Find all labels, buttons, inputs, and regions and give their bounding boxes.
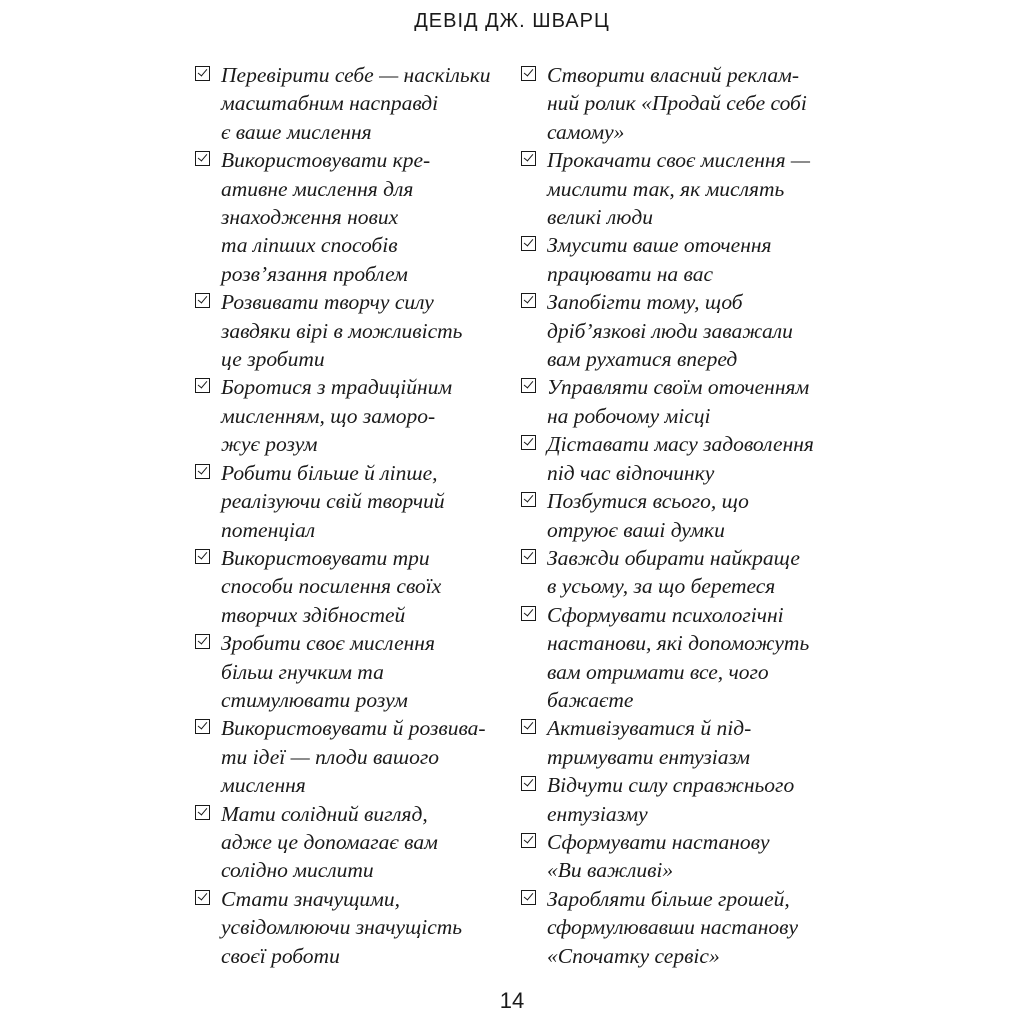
checklist-item-text-line: потенціал bbox=[221, 517, 316, 542]
checklist-item bbox=[195, 544, 513, 629]
checklist-item-text-line: жує розум bbox=[221, 432, 318, 457]
checklist-item bbox=[195, 288, 513, 373]
checklist-item bbox=[521, 885, 839, 970]
checklist-item-text-line: вам отримати все, чого bbox=[547, 659, 769, 684]
checklist-item-text-line: під час відпочинку bbox=[547, 460, 715, 485]
checklist-item-text-line: на робочому місці bbox=[547, 403, 711, 428]
checklist-item-text-line: мислення bbox=[221, 773, 306, 798]
checklist-item bbox=[521, 487, 839, 544]
checklist-item-text-line: Боротися з традиційним bbox=[221, 375, 453, 400]
checklist-item bbox=[521, 714, 839, 771]
checklist-item-text-line: Управляти своїм оточенням bbox=[547, 375, 810, 400]
checklist-item-text-line: це зробити bbox=[221, 347, 325, 372]
checklist-item bbox=[195, 629, 513, 714]
checklist-item-text-line: Діставати масу задоволення bbox=[547, 432, 814, 457]
checked-box-icon bbox=[195, 805, 210, 820]
checklist-item-text-line: ти ідеї — плоди вашого bbox=[221, 744, 440, 769]
checklist-left-column bbox=[195, 61, 513, 970]
checklist-item-text-line: способи посилення своїх bbox=[221, 574, 442, 599]
checked-box-icon bbox=[195, 890, 210, 905]
checklist-item-text-line: своєї роботи bbox=[221, 943, 340, 968]
checklist-item bbox=[195, 146, 513, 288]
checklist-item-text-line: Мати солідний вигляд, bbox=[221, 801, 428, 826]
checked-box-icon bbox=[521, 293, 536, 308]
checked-box-icon bbox=[195, 293, 210, 308]
checklist-item-text-line: Використовувати три bbox=[221, 545, 430, 570]
checklist-item-text-line: Завжди обирати найкраще bbox=[547, 545, 800, 570]
checklist-item-text-line: та ліпших способів bbox=[221, 233, 398, 258]
checklist-item-text-line: Стати значущими, bbox=[221, 886, 400, 911]
checklist-item bbox=[521, 828, 839, 885]
checklist-item-text-line: Створити власний реклам- bbox=[547, 63, 799, 87]
checked-box-icon bbox=[195, 719, 210, 734]
checked-box-icon bbox=[521, 776, 536, 791]
checklist-item-text-line: Позбутися всього, що bbox=[547, 489, 749, 514]
checklist-item-text-line: тримувати ентузіазм bbox=[547, 744, 751, 769]
checklist-item-text-line: сформулювавши настанову bbox=[547, 915, 799, 940]
checklist-item-text-line: Сформувати психологічні bbox=[547, 602, 784, 627]
checklist-item-text-line: є ваше мислення bbox=[221, 119, 372, 144]
checklist-item bbox=[195, 373, 513, 458]
checklist-item bbox=[521, 544, 839, 601]
checklist-item-text-line: вам рухатися вперед bbox=[547, 347, 738, 372]
checklist-item-text-line: бажаєте bbox=[547, 687, 634, 712]
checklist-item-text-line: солідно мислити bbox=[221, 858, 374, 883]
checklist-item-text-line: більш гнучким та bbox=[221, 659, 384, 684]
checklist-item-text-line: мисленням, що заморо- bbox=[221, 403, 436, 428]
checklist-item-text-line: Заробляти більше грошей, bbox=[547, 886, 790, 911]
checked-box-icon bbox=[195, 464, 210, 479]
checked-box-icon bbox=[521, 151, 536, 166]
checklist-item-text-line: Змусити ваше оточення bbox=[547, 233, 772, 258]
checklist-item-text-line: Розвивати творчу силу bbox=[221, 290, 434, 315]
checked-box-icon bbox=[195, 151, 210, 166]
checklist-item-text-line: Відчути силу справжнього bbox=[547, 773, 795, 798]
checklist-item-text-line: адже це допомагає вам bbox=[221, 829, 438, 854]
checklist-item-text-line: Використовувати кре- bbox=[221, 148, 431, 173]
checked-box-icon bbox=[521, 549, 536, 564]
checklist-item-text-line: Зробити своє мислення bbox=[221, 631, 435, 656]
page-number: 14 bbox=[499, 988, 525, 1013]
checked-box-icon bbox=[521, 435, 536, 450]
checklist-item-text-line: ентузіазму bbox=[547, 801, 648, 826]
checklist-item-text-line: розв’язання проблем bbox=[221, 261, 408, 286]
checklist-item bbox=[521, 146, 839, 231]
checked-box-icon bbox=[521, 719, 536, 734]
checklist-item-text-line: Активізуватися й під- bbox=[547, 716, 752, 741]
checked-box-icon bbox=[521, 606, 536, 621]
checked-box-icon bbox=[521, 492, 536, 507]
checklist-item bbox=[521, 61, 839, 146]
checklist-item-text-line: в усьому, за що беретеся bbox=[547, 574, 776, 599]
checklist-item-text-line: завдяки вірі в можливість bbox=[221, 318, 463, 343]
checked-box-icon bbox=[195, 66, 210, 81]
checked-box-icon bbox=[521, 890, 536, 905]
checklist-item bbox=[195, 714, 513, 799]
checked-box-icon bbox=[195, 549, 210, 564]
checklist-item bbox=[521, 373, 839, 430]
checklist-item-text-line: «Ви важливі» bbox=[547, 858, 674, 883]
checklist-right-column bbox=[521, 61, 839, 970]
checklist-item bbox=[195, 800, 513, 885]
checklist-item bbox=[521, 231, 839, 288]
checklist-item bbox=[521, 288, 839, 373]
checklist-item-text-line: знаходження нових bbox=[221, 205, 399, 230]
checklist-item-text-line: працювати на вас bbox=[547, 261, 714, 286]
checklist-item bbox=[521, 601, 839, 715]
checklist-item-text-line: ативне мислення для bbox=[221, 176, 414, 201]
checklist-item-text-line: «Спочатку сервіс» bbox=[547, 943, 720, 968]
checklist-item-text-line: усвідомлюючи значущість bbox=[221, 915, 463, 940]
checked-box-icon bbox=[521, 378, 536, 393]
checklist-item bbox=[195, 61, 513, 146]
checklist-item-text-line: Запобігти тому, щоб bbox=[547, 290, 743, 315]
checklist-item-text-line: отруює ваші думки bbox=[547, 517, 725, 542]
checklist-item bbox=[521, 430, 839, 487]
checklist-item-text-line: великі люди bbox=[547, 205, 654, 230]
checklist-item bbox=[195, 459, 513, 544]
checked-box-icon bbox=[521, 66, 536, 81]
checklist-item-text-line: самому» bbox=[547, 119, 625, 144]
checked-box-icon bbox=[521, 833, 536, 848]
checklist-item-text-line: Робити більше й ліпше, bbox=[221, 460, 438, 485]
checklist-item-text-line: Використовувати й розвива- bbox=[221, 716, 486, 741]
checklist-item-text-line: Сформувати настанову bbox=[547, 829, 770, 854]
checklist-item-text-line: мислити так, як мислять bbox=[547, 176, 785, 201]
checklist-item-text-line: творчих здібностей bbox=[221, 602, 406, 627]
running-head: ДЕВІД ДЖ. ШВАРЦ bbox=[414, 10, 610, 32]
checklist-item bbox=[195, 885, 513, 970]
checklist-item-text-line: стимулювати розум bbox=[221, 687, 408, 712]
checklist-item-text-line: Прокачати своє мислення — bbox=[547, 148, 811, 173]
checked-box-icon bbox=[521, 236, 536, 251]
checklist-item bbox=[521, 771, 839, 828]
checklist-item-text-line: дріб’язкові люди заважали bbox=[547, 318, 793, 343]
checked-box-icon bbox=[195, 378, 210, 393]
checklist-item-text-line: Перевірити себе — наскільки bbox=[221, 63, 491, 87]
checked-box-icon bbox=[195, 634, 210, 649]
checklist-item-text-line: настанови, які допоможуть bbox=[547, 631, 810, 656]
checklist-item-text-line: масштабним насправді bbox=[221, 91, 439, 116]
checklist-item-text-line: реалізуючи свій творчий bbox=[221, 489, 445, 514]
checklist-item-text-line: ний ролик «Продай себе собі bbox=[547, 91, 807, 116]
